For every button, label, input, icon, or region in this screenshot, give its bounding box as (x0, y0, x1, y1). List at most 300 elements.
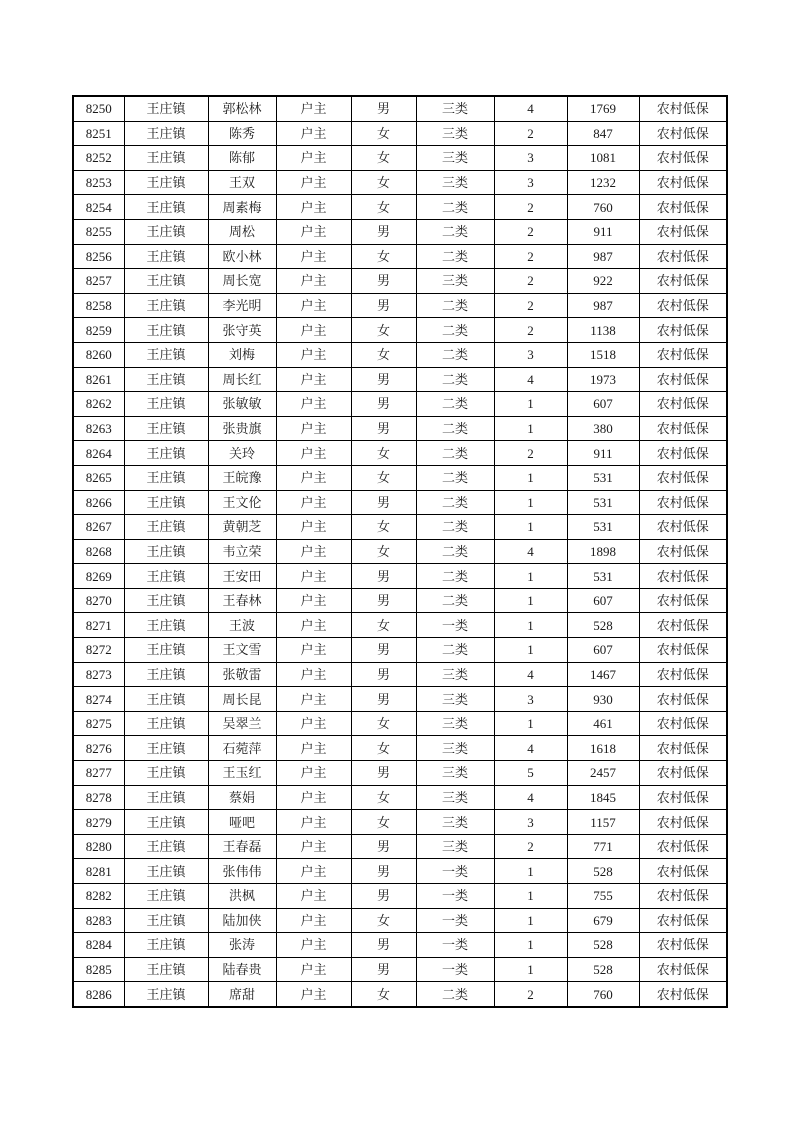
cell-relation: 户主 (276, 687, 351, 712)
cell-relation: 户主 (276, 490, 351, 515)
cell-members: 2 (494, 441, 567, 466)
cell-members: 1 (494, 711, 567, 736)
cell-relation: 户主 (276, 957, 351, 982)
cell-relation: 户主 (276, 170, 351, 195)
cell-welfare-type: 农村低保 (639, 982, 727, 1007)
cell-amount: 911 (567, 441, 639, 466)
cell-category: 三类 (416, 736, 494, 761)
cell-name: 王春磊 (208, 834, 276, 859)
cell-welfare-type: 农村低保 (639, 761, 727, 786)
cell-members: 4 (494, 367, 567, 392)
cell-category: 三类 (416, 146, 494, 171)
cell-gender: 女 (351, 441, 416, 466)
cell-gender: 男 (351, 269, 416, 294)
cell-members: 1 (494, 588, 567, 613)
cell-name: 关玲 (208, 441, 276, 466)
cell-welfare-type: 农村低保 (639, 244, 727, 269)
cell-amount: 911 (567, 219, 639, 244)
cell-town: 王庄镇 (124, 834, 208, 859)
cell-gender: 女 (351, 170, 416, 195)
cell-name: 石菀萍 (208, 736, 276, 761)
cell-id: 8274 (73, 687, 124, 712)
table-row (73, 736, 727, 761)
cell-gender: 女 (351, 318, 416, 343)
cell-members: 4 (494, 785, 567, 810)
cell-id: 8256 (73, 244, 124, 269)
cell-id: 8253 (73, 170, 124, 195)
cell-relation: 户主 (276, 465, 351, 490)
cell-members: 4 (494, 736, 567, 761)
cell-relation: 户主 (276, 564, 351, 589)
cell-id: 8277 (73, 761, 124, 786)
table-row (73, 219, 727, 244)
cell-category: 二类 (416, 638, 494, 663)
cell-members: 2 (494, 219, 567, 244)
cell-amount: 987 (567, 244, 639, 269)
cell-name: 郭松林 (208, 96, 276, 121)
cell-category: 一类 (416, 859, 494, 884)
cell-gender: 男 (351, 367, 416, 392)
cell-name: 王春林 (208, 588, 276, 613)
cell-gender: 男 (351, 687, 416, 712)
cell-relation: 户主 (276, 367, 351, 392)
cell-id: 8269 (73, 564, 124, 589)
cell-amount: 607 (567, 638, 639, 663)
cell-id: 8254 (73, 195, 124, 220)
cell-amount: 1973 (567, 367, 639, 392)
table-row (73, 933, 727, 958)
cell-members: 2 (494, 293, 567, 318)
cell-welfare-type: 农村低保 (639, 269, 727, 294)
cell-category: 二类 (416, 539, 494, 564)
cell-town: 王庄镇 (124, 490, 208, 515)
cell-category: 二类 (416, 588, 494, 613)
cell-members: 3 (494, 170, 567, 195)
cell-name: 陆春贵 (208, 957, 276, 982)
cell-name: 黄朝芝 (208, 515, 276, 540)
cell-amount: 531 (567, 490, 639, 515)
cell-welfare-type: 农村低保 (639, 613, 727, 638)
cell-category: 二类 (416, 982, 494, 1007)
cell-welfare-type: 农村低保 (639, 933, 727, 958)
cell-relation: 户主 (276, 539, 351, 564)
cell-amount: 1157 (567, 810, 639, 835)
cell-relation: 户主 (276, 342, 351, 367)
cell-category: 二类 (416, 515, 494, 540)
cell-welfare-type: 农村低保 (639, 121, 727, 146)
cell-relation: 户主 (276, 146, 351, 171)
cell-welfare-type: 农村低保 (639, 416, 727, 441)
cell-relation: 户主 (276, 96, 351, 121)
cell-welfare-type: 农村低保 (639, 219, 727, 244)
table-row (73, 515, 727, 540)
cell-name: 刘梅 (208, 342, 276, 367)
cell-relation: 户主 (276, 244, 351, 269)
cell-relation: 户主 (276, 638, 351, 663)
cell-amount: 1232 (567, 170, 639, 195)
table-row (73, 859, 727, 884)
cell-amount: 531 (567, 465, 639, 490)
cell-relation: 户主 (276, 613, 351, 638)
cell-town: 王庄镇 (124, 121, 208, 146)
cell-name: 张涛 (208, 933, 276, 958)
cell-town: 王庄镇 (124, 219, 208, 244)
cell-gender: 女 (351, 121, 416, 146)
cell-name: 吴翠兰 (208, 711, 276, 736)
cell-name: 周长红 (208, 367, 276, 392)
cell-name: 王安田 (208, 564, 276, 589)
cell-amount: 1769 (567, 96, 639, 121)
cell-id: 8283 (73, 908, 124, 933)
cell-name: 周松 (208, 219, 276, 244)
cell-relation: 户主 (276, 219, 351, 244)
cell-welfare-type: 农村低保 (639, 810, 727, 835)
cell-welfare-type: 农村低保 (639, 441, 727, 466)
cell-town: 王庄镇 (124, 982, 208, 1007)
cell-category: 二类 (416, 367, 494, 392)
cell-gender: 男 (351, 884, 416, 909)
cell-amount: 1898 (567, 539, 639, 564)
cell-relation: 户主 (276, 884, 351, 909)
cell-amount: 755 (567, 884, 639, 909)
cell-category: 二类 (416, 195, 494, 220)
table-row (73, 441, 727, 466)
cell-welfare-type: 农村低保 (639, 638, 727, 663)
cell-gender: 女 (351, 613, 416, 638)
cell-amount: 847 (567, 121, 639, 146)
table-row (73, 564, 727, 589)
cell-category: 三类 (416, 170, 494, 195)
cell-name: 欧小林 (208, 244, 276, 269)
cell-id: 8275 (73, 711, 124, 736)
cell-gender: 男 (351, 490, 416, 515)
cell-welfare-type: 农村低保 (639, 539, 727, 564)
cell-town: 王庄镇 (124, 810, 208, 835)
cell-id: 8259 (73, 318, 124, 343)
cell-welfare-type: 农村低保 (639, 195, 727, 220)
cell-category: 二类 (416, 318, 494, 343)
cell-town: 王庄镇 (124, 687, 208, 712)
cell-members: 1 (494, 908, 567, 933)
cell-name: 张伟伟 (208, 859, 276, 884)
cell-category: 三类 (416, 785, 494, 810)
cell-id: 8258 (73, 293, 124, 318)
table-row (73, 465, 727, 490)
cell-gender: 女 (351, 342, 416, 367)
cell-town: 王庄镇 (124, 564, 208, 589)
cell-amount: 1138 (567, 318, 639, 343)
cell-relation: 户主 (276, 662, 351, 687)
cell-members: 4 (494, 662, 567, 687)
cell-category: 二类 (416, 293, 494, 318)
cell-members: 5 (494, 761, 567, 786)
cell-id: 8280 (73, 834, 124, 859)
table-row (73, 318, 727, 343)
cell-relation: 户主 (276, 195, 351, 220)
cell-town: 王庄镇 (124, 933, 208, 958)
cell-category: 二类 (416, 490, 494, 515)
cell-members: 2 (494, 834, 567, 859)
cell-gender: 女 (351, 785, 416, 810)
cell-gender: 女 (351, 244, 416, 269)
cell-gender: 男 (351, 662, 416, 687)
cell-gender: 女 (351, 908, 416, 933)
cell-relation: 户主 (276, 318, 351, 343)
cell-town: 王庄镇 (124, 170, 208, 195)
cell-members: 2 (494, 121, 567, 146)
cell-welfare-type: 农村低保 (639, 318, 727, 343)
cell-gender: 男 (351, 219, 416, 244)
cell-welfare-type: 农村低保 (639, 342, 727, 367)
cell-welfare-type: 农村低保 (639, 564, 727, 589)
cell-name: 张敏敏 (208, 392, 276, 417)
cell-category: 二类 (416, 416, 494, 441)
cell-category: 三类 (416, 96, 494, 121)
cell-members: 3 (494, 687, 567, 712)
cell-name: 张贵旗 (208, 416, 276, 441)
cell-welfare-type: 农村低保 (639, 367, 727, 392)
cell-members: 3 (494, 810, 567, 835)
cell-category: 一类 (416, 884, 494, 909)
cell-name: 张守英 (208, 318, 276, 343)
cell-id: 8285 (73, 957, 124, 982)
table-row (73, 121, 727, 146)
table-row (73, 982, 727, 1007)
cell-members: 1 (494, 884, 567, 909)
cell-amount: 1618 (567, 736, 639, 761)
table-row (73, 834, 727, 859)
cell-id: 8286 (73, 982, 124, 1007)
cell-category: 三类 (416, 687, 494, 712)
cell-amount: 461 (567, 711, 639, 736)
cell-id: 8268 (73, 539, 124, 564)
cell-relation: 户主 (276, 441, 351, 466)
cell-gender: 女 (351, 146, 416, 171)
cell-id: 8267 (73, 515, 124, 540)
cell-id: 8278 (73, 785, 124, 810)
cell-name: 王双 (208, 170, 276, 195)
cell-town: 王庄镇 (124, 638, 208, 663)
cell-members: 1 (494, 613, 567, 638)
cell-name: 李光明 (208, 293, 276, 318)
cell-id: 8264 (73, 441, 124, 466)
cell-relation: 户主 (276, 933, 351, 958)
cell-gender: 女 (351, 810, 416, 835)
cell-welfare-type: 农村低保 (639, 711, 727, 736)
cell-town: 王庄镇 (124, 318, 208, 343)
cell-town: 王庄镇 (124, 146, 208, 171)
cell-name: 席甜 (208, 982, 276, 1007)
cell-gender: 女 (351, 711, 416, 736)
cell-amount: 760 (567, 195, 639, 220)
cell-welfare-type: 农村低保 (639, 293, 727, 318)
cell-id: 8266 (73, 490, 124, 515)
cell-members: 4 (494, 96, 567, 121)
cell-id: 8265 (73, 465, 124, 490)
cell-category: 一类 (416, 613, 494, 638)
cell-amount: 679 (567, 908, 639, 933)
table-row (73, 96, 727, 121)
cell-relation: 户主 (276, 515, 351, 540)
table-row (73, 785, 727, 810)
cell-name: 韦立荣 (208, 539, 276, 564)
cell-gender: 男 (351, 957, 416, 982)
cell-town: 王庄镇 (124, 908, 208, 933)
cell-amount: 922 (567, 269, 639, 294)
cell-gender: 女 (351, 465, 416, 490)
cell-town: 王庄镇 (124, 539, 208, 564)
cell-welfare-type: 农村低保 (639, 785, 727, 810)
cell-category: 三类 (416, 761, 494, 786)
cell-category: 二类 (416, 342, 494, 367)
cell-relation: 户主 (276, 859, 351, 884)
cell-amount: 528 (567, 859, 639, 884)
cell-name: 王玉红 (208, 761, 276, 786)
cell-welfare-type: 农村低保 (639, 908, 727, 933)
table-row (73, 539, 727, 564)
cell-amount: 607 (567, 392, 639, 417)
cell-gender: 男 (351, 834, 416, 859)
cell-category: 一类 (416, 908, 494, 933)
cell-amount: 607 (567, 588, 639, 613)
cell-welfare-type: 农村低保 (639, 859, 727, 884)
cell-gender: 女 (351, 515, 416, 540)
table-row (73, 170, 727, 195)
cell-id: 8262 (73, 392, 124, 417)
cell-members: 1 (494, 933, 567, 958)
cell-gender: 男 (351, 588, 416, 613)
cell-name: 王波 (208, 613, 276, 638)
cell-amount: 528 (567, 933, 639, 958)
cell-welfare-type: 农村低保 (639, 96, 727, 121)
cell-category: 二类 (416, 244, 494, 269)
cell-amount: 930 (567, 687, 639, 712)
cell-members: 1 (494, 638, 567, 663)
cell-name: 周长宽 (208, 269, 276, 294)
cell-town: 王庄镇 (124, 761, 208, 786)
table-row (73, 687, 727, 712)
table-row (73, 810, 727, 835)
cell-relation: 户主 (276, 293, 351, 318)
cell-welfare-type: 农村低保 (639, 515, 727, 540)
cell-category: 二类 (416, 465, 494, 490)
cell-welfare-type: 农村低保 (639, 465, 727, 490)
cell-id: 8272 (73, 638, 124, 663)
cell-gender: 男 (351, 761, 416, 786)
table-row (73, 884, 727, 909)
cell-members: 3 (494, 146, 567, 171)
cell-town: 王庄镇 (124, 515, 208, 540)
cell-relation: 户主 (276, 269, 351, 294)
cell-relation: 户主 (276, 785, 351, 810)
cell-gender: 男 (351, 96, 416, 121)
cell-relation: 户主 (276, 761, 351, 786)
table-row (73, 711, 727, 736)
table-row (73, 761, 727, 786)
cell-amount: 380 (567, 416, 639, 441)
table-row (73, 613, 727, 638)
cell-town: 王庄镇 (124, 736, 208, 761)
cell-id: 8279 (73, 810, 124, 835)
cell-category: 二类 (416, 219, 494, 244)
cell-town: 王庄镇 (124, 785, 208, 810)
cell-id: 8252 (73, 146, 124, 171)
cell-name: 周长昆 (208, 687, 276, 712)
table-row (73, 490, 727, 515)
cell-id: 8261 (73, 367, 124, 392)
cell-town: 王庄镇 (124, 293, 208, 318)
cell-welfare-type: 农村低保 (639, 490, 727, 515)
table-row (73, 367, 727, 392)
cell-town: 王庄镇 (124, 613, 208, 638)
cell-id: 8284 (73, 933, 124, 958)
cell-members: 1 (494, 392, 567, 417)
cell-members: 1 (494, 957, 567, 982)
cell-category: 三类 (416, 810, 494, 835)
cell-town: 王庄镇 (124, 465, 208, 490)
cell-name: 王文雪 (208, 638, 276, 663)
cell-welfare-type: 农村低保 (639, 834, 727, 859)
cell-town: 王庄镇 (124, 244, 208, 269)
table-row (73, 195, 727, 220)
cell-amount: 528 (567, 957, 639, 982)
cell-welfare-type: 农村低保 (639, 687, 727, 712)
cell-category: 三类 (416, 834, 494, 859)
cell-welfare-type: 农村低保 (639, 957, 727, 982)
cell-amount: 1845 (567, 785, 639, 810)
cell-members: 2 (494, 195, 567, 220)
cell-id: 8282 (73, 884, 124, 909)
table-row (73, 269, 727, 294)
cell-gender: 男 (351, 416, 416, 441)
cell-welfare-type: 农村低保 (639, 146, 727, 171)
cell-relation: 户主 (276, 834, 351, 859)
cell-members: 3 (494, 342, 567, 367)
cell-welfare-type: 农村低保 (639, 588, 727, 613)
table-row (73, 908, 727, 933)
cell-name: 张敬雷 (208, 662, 276, 687)
cell-amount: 2457 (567, 761, 639, 786)
cell-gender: 男 (351, 859, 416, 884)
cell-id: 8281 (73, 859, 124, 884)
cell-id: 8263 (73, 416, 124, 441)
cell-members: 2 (494, 982, 567, 1007)
table-row (73, 342, 727, 367)
cell-gender: 男 (351, 638, 416, 663)
cell-relation: 户主 (276, 908, 351, 933)
cell-members: 1 (494, 564, 567, 589)
cell-id: 8273 (73, 662, 124, 687)
cell-category: 三类 (416, 269, 494, 294)
cell-category: 三类 (416, 121, 494, 146)
cell-category: 二类 (416, 441, 494, 466)
table-row (73, 416, 727, 441)
cell-relation: 户主 (276, 736, 351, 761)
cell-members: 4 (494, 539, 567, 564)
table-row (73, 957, 727, 982)
cell-gender: 女 (351, 736, 416, 761)
cell-gender: 男 (351, 293, 416, 318)
cell-name: 王文伦 (208, 490, 276, 515)
cell-amount: 531 (567, 515, 639, 540)
cell-category: 一类 (416, 957, 494, 982)
cell-name: 王皖豫 (208, 465, 276, 490)
cell-town: 王庄镇 (124, 884, 208, 909)
cell-amount: 528 (567, 613, 639, 638)
cell-members: 1 (494, 515, 567, 540)
cell-name: 洪枫 (208, 884, 276, 909)
cell-welfare-type: 农村低保 (639, 170, 727, 195)
